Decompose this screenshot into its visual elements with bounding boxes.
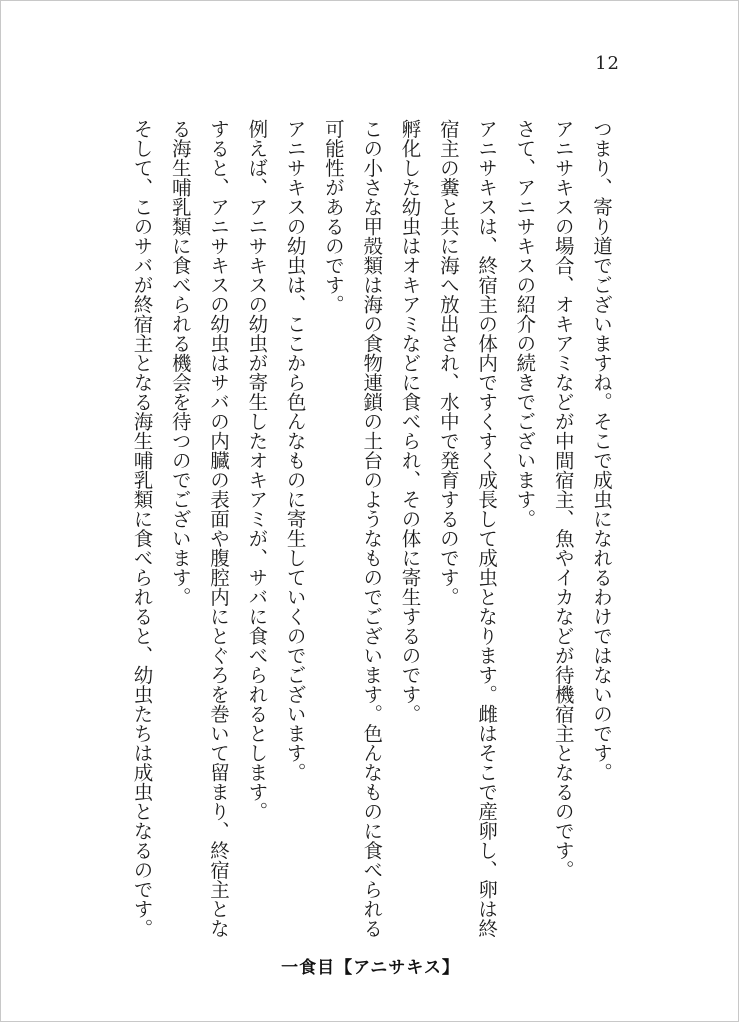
paragraph: この小さな甲殻類は海の食物連鎖の土台のようなものでございます。色んなものに食べられる可能性があるのです。 <box>321 119 384 938</box>
paragraph: そして、このサバが終宿主となる海生哺乳類に食べられると、幼虫たちは成虫となるのです。 <box>130 119 154 938</box>
running-footer: 一食目【アニサキス】 <box>281 958 460 978</box>
paragraph: 例えば、アニサキスの幼虫が寄生したオキアミが、サバに食べられるとします。 <box>245 119 269 821</box>
paragraph: 孵化した幼虫はオキアミなどに食べられ、その体に寄生するのです。 <box>398 119 422 724</box>
page-number: 12 <box>595 53 620 74</box>
paragraph: さて、アニサキスの紹介の続きでございます。 <box>513 119 537 529</box>
paragraph: すると、アニサキスの幼虫はサバの内臓の表面や腹腔内にとぐろを巻いて留まり、終宿主となる海生哺乳類に食べられる機会を待つのでございます。 <box>168 119 231 938</box>
paragraph: つまり、寄り道でございますね。そこで成虫になれるわけではないのです。 <box>590 119 613 782</box>
paragraph: アニサキスの幼虫は、ここから色んなものに寄生していくのでございます。 <box>283 119 307 782</box>
paragraph: アニサキスは、終宿主の体内ですくすく成長して成虫となります。雌はそこで産卵し、卵は終宿主の糞と共に海へ放出され、水中で発育するのです。 <box>436 119 499 938</box>
paragraph: アニサキスの場合、オキアミなどが中間宿主、魚やイカなどが待機宿主となるのです。 <box>551 119 575 880</box>
body-text <box>122 119 620 949</box>
